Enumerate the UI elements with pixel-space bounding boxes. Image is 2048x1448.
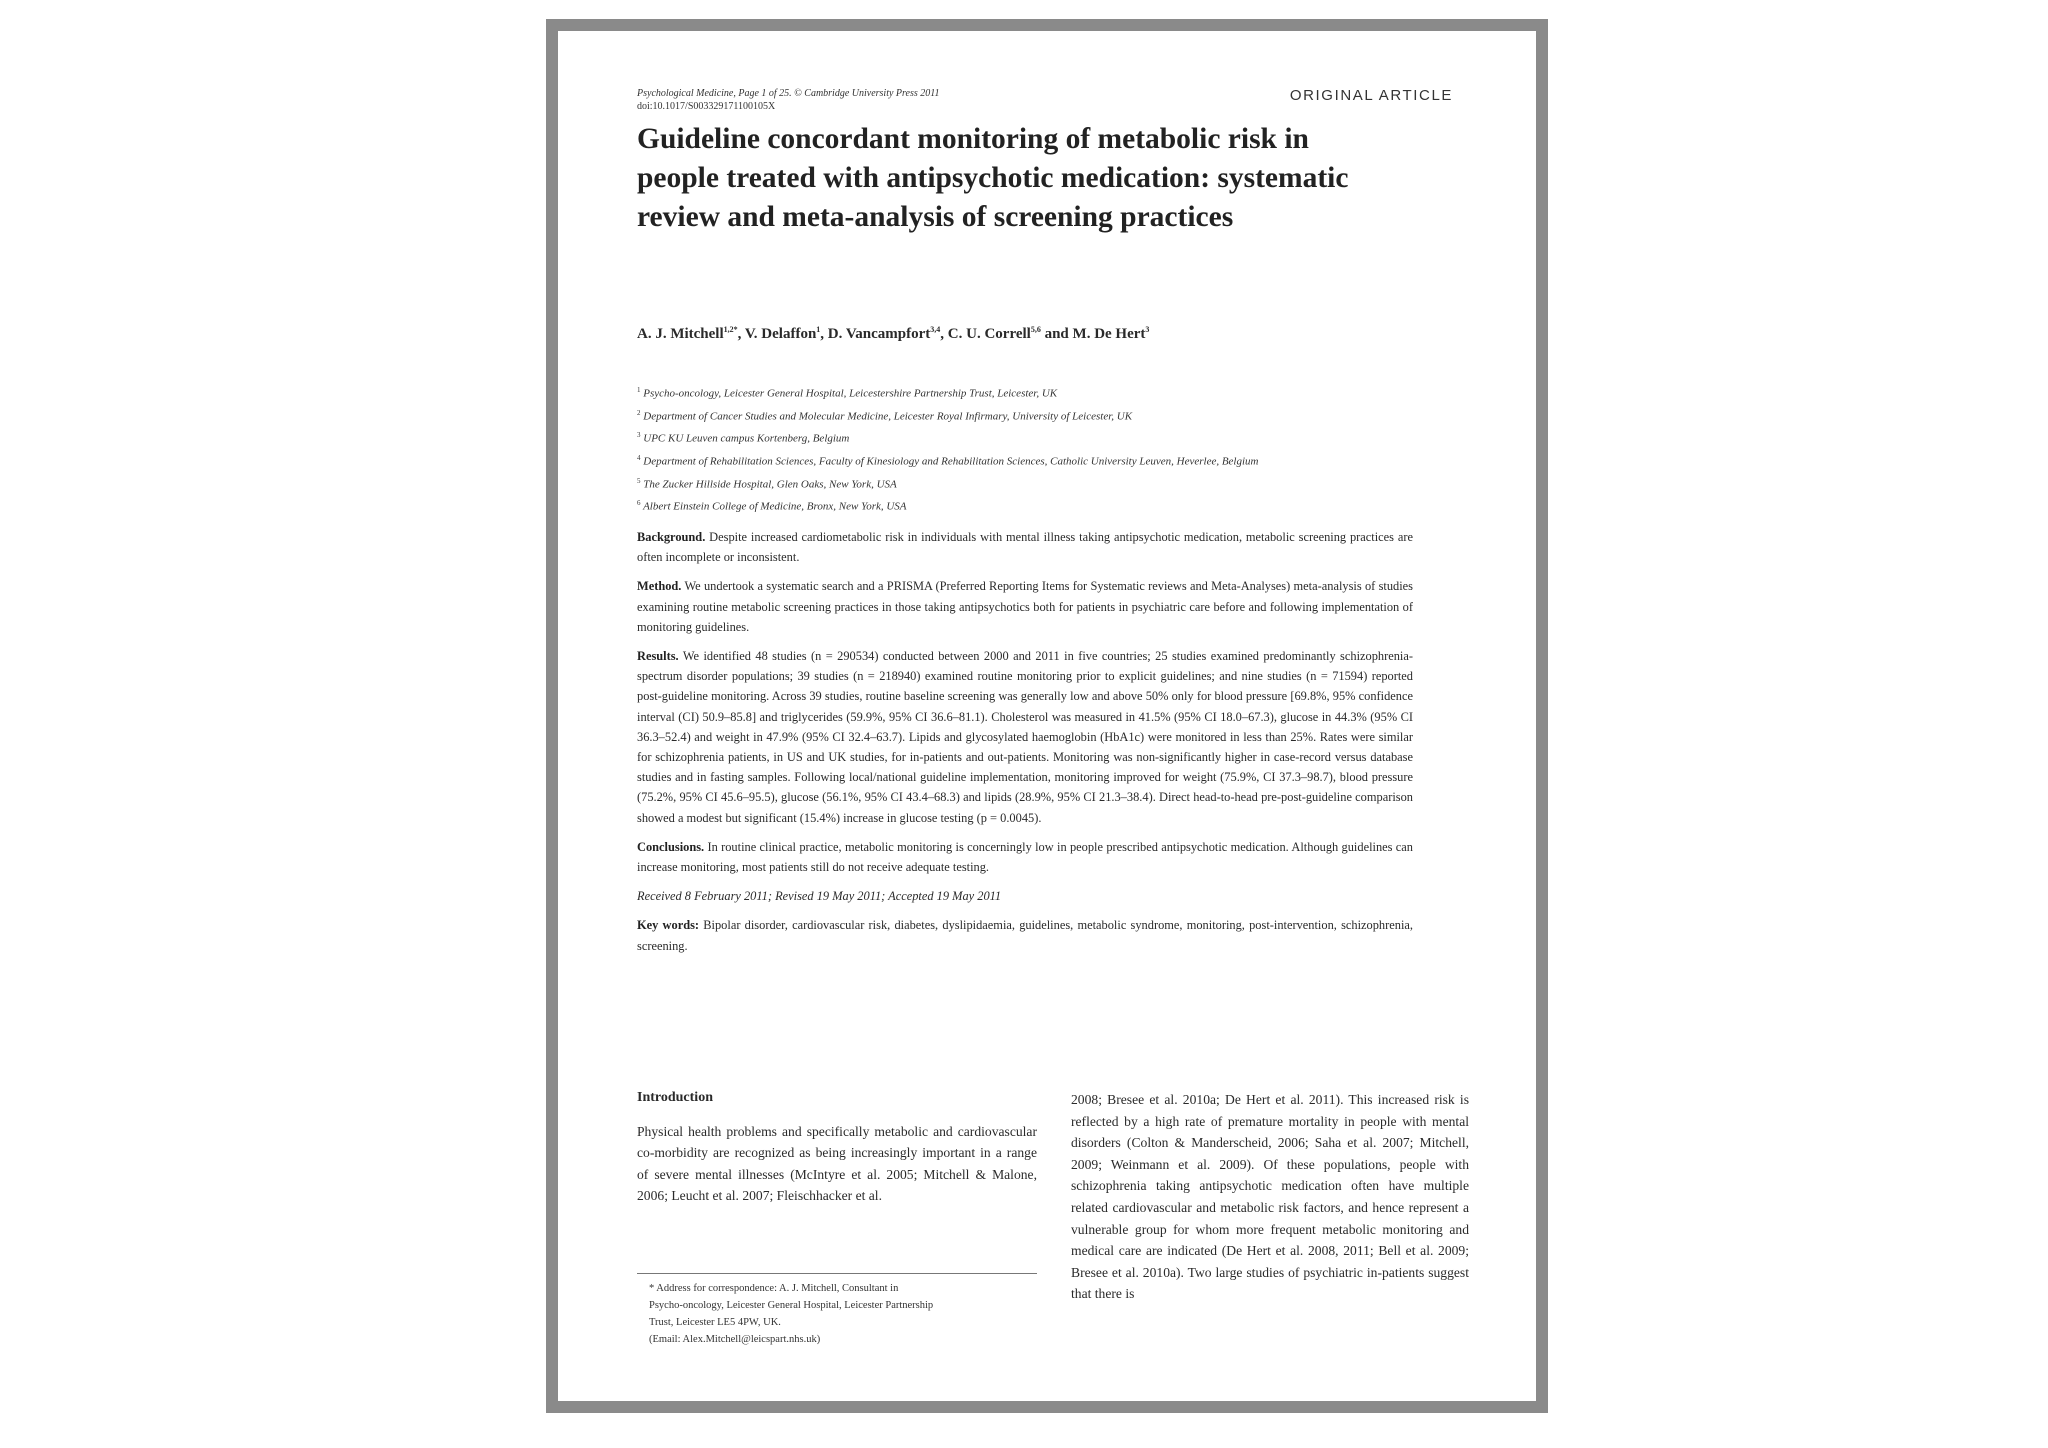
affiliation-number: 5: [637, 476, 641, 485]
correspondence-footnote: [637, 1273, 1037, 1348]
author-list: A. J. Mitchell$^{1,2*}$, V. Delaffon$^1$, D. Vancampfort$^{3,4}$, C. U. Correll$^{5,6}$ and M. De Hert$^3$: [637, 325, 1150, 342]
author-name: D. Vancampfort: [827, 326, 931, 342]
section-heading-introduction: Introduction: [637, 1090, 713, 1105]
footnote-line: * Address for correspondence: A. J. Mitchell, Consultant in: [649, 1283, 899, 1294]
affiliation-text: UPC KU Leuven campus Kortenberg, Belgium: [643, 432, 850, 445]
article-page: [637, 31, 1473, 1401]
footnote-line: (Email: Alex.Mitchell@leicspart.nhs.uk): [649, 1334, 821, 1345]
abstract: [637, 527, 1413, 965]
affiliation-number: 4: [637, 453, 641, 462]
article-dates: Received 8 February 2011; Revised 19 May 2011; Accepted 19 May 2011: [637, 889, 1002, 904]
author-affiliation-marker: 5,6: [1030, 325, 1041, 334]
affiliation-item: [637, 494, 1457, 517]
affiliation-item: [637, 472, 1457, 495]
affiliation-item: [637, 404, 1457, 427]
journal-citation: Psychological Medicine, Page 1 of 25. © Cambridge University Press 2011: [637, 88, 940, 99]
journal-header: [637, 87, 1107, 113]
affiliation-text: Department of Cancer Studies and Molecular Medicine, Leicester Royal Infirmary, University of Leicester, UK: [643, 410, 1133, 423]
affiliation-number: 2: [637, 408, 641, 417]
abstract-results: Results. We identified 48 studies (n = 290534) conducted between 2000 and 2011 in five countries; 25 studies examined predominantly schizophrenia-spectrum disorder populations; 39 studies (n = 218940) examined routine monitoring prior to explicit guidelines; and nine studies (n = 71594) reported post-guideline monitoring. Across 39 studies, routine baseline screening was generally low and above 50% only for blood pressure [69.8%, 95% confidence interval (CI) 50.9–85.8] and triglycerides (59.9%, 95% CI 36.6–81.1). Cholesterol was measured in 41.5% (95% CI 18.0–67.3), glucose in 44.3% (95% CI 36.3–52.4) and weight in 47.9% (95% CI 32.4–63.7). Lipids and glycosylated haemoglobin (HbA1c) were monitored in less than 25%. Rates were similar for schizophrenia patients, in US and UK studies, for in-patients and out-patients. Monitoring was non-significantly higher in case-record versus database studies and in fasting samples. Following local/national guideline implementation, monitoring improved for weight (75.9%, CI 37.3–98.7), blood pressure (75.2%, 95% CI 45.6–95.5), glucose (56.1%, 95% CI 43.4–68.3) and lipids (28.9%, 95% CI 21.3–38.4). Direct head-to-head pre-post-guideline comparison showed a modest but significant (15.4%) increase in glucose testing (p = 0.0045).: [637, 649, 1413, 825]
keywords: Key words: Bipolar disorder, cardiovascular risk, diabetes, dyslipidaemia, guidelines, metabolic syndrome, monitoring, post-intervention, schizophrenia, screening.: [637, 918, 1413, 953]
abstract-background: Background. Despite increased cardiometabolic risk in individuals with mental illness taking antipsychotic medication, metabolic screening practices are often incomplete or inconsistent.: [637, 530, 1413, 565]
doi: doi:10.1017/S003329171100105X: [637, 101, 776, 112]
intro-right-column: [1071, 1089, 1469, 1305]
intro-left-column: [637, 1087, 1037, 1207]
affiliation-number: 6: [637, 499, 641, 508]
affiliation-number: 3: [637, 431, 641, 440]
author-affiliation-marker: 3: [1145, 325, 1150, 334]
abstract-method: Method. We undertook a systematic search and a PRISMA (Preferred Reporting Items for Systematic reviews and Meta-Analyses) meta-analysis of studies examining routine metabolic screening practices in those taking antipsychotics both for patients in psychiatric care before and following implementation of monitoring guidelines.: [637, 579, 1413, 634]
affiliation-item: [637, 426, 1457, 449]
article-type-label: ORIGINAL ARTICLE: [1289, 87, 1453, 104]
affiliation-item: [637, 449, 1457, 472]
author-affiliation-marker: 3,4: [930, 325, 941, 334]
intro-paragraph-right: 2008; Bresee et al. 2010a; De Hert et al. 2011). This increased risk is reflected by a high rate of premature mortality in people with mental disorders (Colton & Manderscheid, 2006; Saha et al. 2007; Mitchell, 2009; Weinmann et al. 2009). Of these populations, people with schizophrenia taking antipsychotic medication often have multiple related cardiovascular and metabolic risk factors, and hence represent a vulnerable group for whom more frequent metabolic monitoring and medical care are indicated (De Hert et al. 2008, 2011; Bell et al. 2009; Bresee et al. 2010a). Two large studies of psychiatric in-patients suggest that there is: [1071, 1092, 1469, 1302]
author-name: M. De Hert: [1072, 326, 1146, 342]
author-affiliation-marker: 1,2*: [723, 325, 738, 334]
article-title: Guideline concordant monitoring of metabolic risk in people treated with antipsychotic medication: systematic review and meta-analysis of screening practices: [637, 123, 1349, 233]
intro-paragraph-left: Physical health problems and specifically metabolic and cardiovascular co-morbidity are recognized as being increasingly important in a range of severe mental illnesses (McIntyre et al. 2005; Mitchell & Malone, 2006; Leucht et al. 2007; Fleischhacker et al.: [637, 1123, 1037, 1204]
affiliation-list: [637, 381, 1457, 517]
author-name: V. Delaffon: [744, 326, 817, 342]
affiliation-text: Albert Einstein College of Medicine, Bronx, New York, USA: [643, 500, 907, 513]
abstract-conclusions: Conclusions. In routine clinical practice, metabolic monitoring is concerningly low in people prescribed antipsychotic medication. Although guidelines can increase monitoring, most patients still do not receive adequate testing.: [637, 839, 1413, 875]
affiliation-text: The Zucker Hillside Hospital, Glen Oaks, New York, USA: [643, 478, 897, 491]
affiliation-item: [637, 381, 1457, 404]
author-name: A. J. Mitchell: [637, 326, 724, 342]
affiliation-text: Psycho-oncology, Leicester General Hospital, Leicestershire Partnership Trust, Leicester, UK: [643, 387, 1058, 400]
footnote-line: Trust, Leicester LE5 4PW, UK.: [649, 1317, 781, 1328]
affiliation-text: Department of Rehabilitation Sciences, Faculty of Kinesiology and Rehabilitation Sciences, Catholic University Leuven, Heverlee, Belgium: [643, 455, 1259, 468]
author-affiliation-marker: 1: [816, 325, 821, 334]
affiliation-number: 1: [637, 386, 641, 394]
footnote-line: Psycho-oncology, Leicester General Hospital, Leicester Partnership: [649, 1300, 934, 1311]
document-page-frame: [546, 19, 1548, 1413]
author-name: C. U. Correll: [947, 326, 1031, 342]
